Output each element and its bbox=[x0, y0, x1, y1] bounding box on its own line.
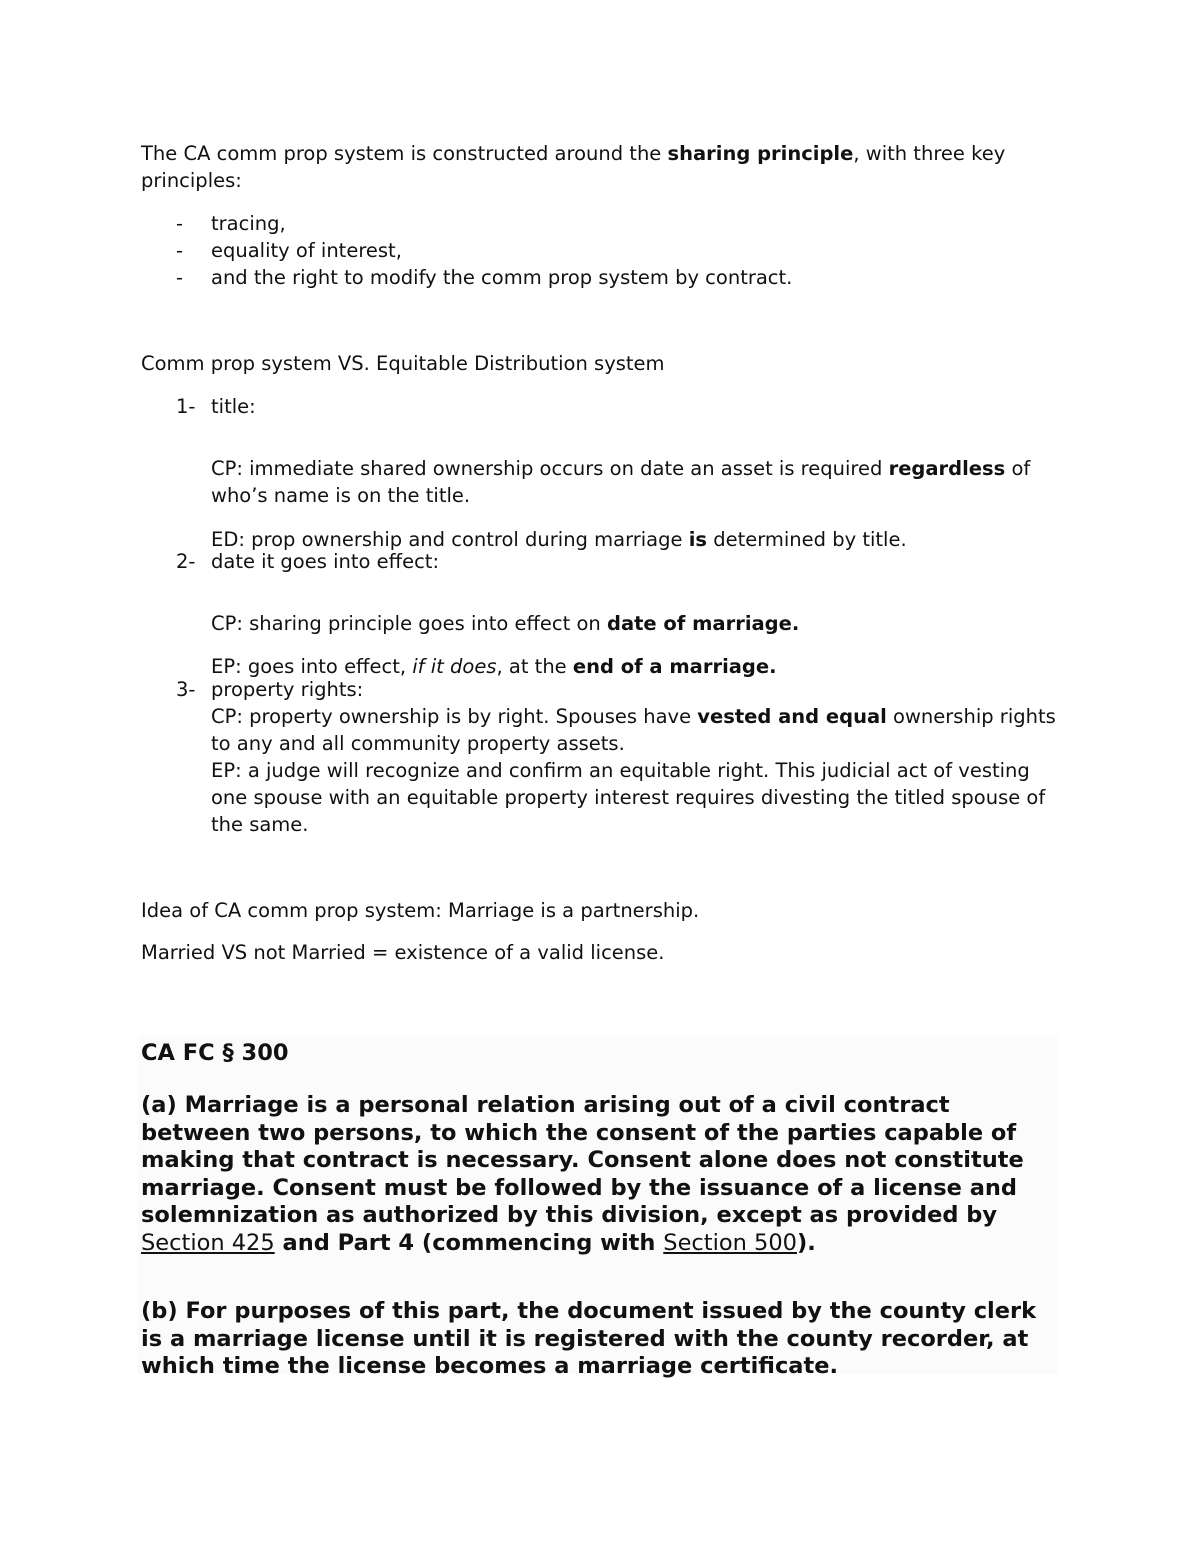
item-number: 1- bbox=[176, 395, 196, 418]
item-heading: property rights: bbox=[211, 678, 364, 701]
subsection-a-mid: and Part 4 (commencing with bbox=[274, 1229, 664, 1256]
ep-text-mid: , at the bbox=[496, 654, 573, 678]
statute-title: CA FC § 300 bbox=[141, 1040, 289, 1066]
cp-text-end: ownership rights to any and all community property assets. bbox=[211, 705, 1056, 755]
item-3-body bbox=[211, 703, 1071, 838]
item-heading: date it goes into effect: bbox=[211, 550, 440, 573]
item-3-cp-paragraph bbox=[211, 703, 1071, 757]
list-item bbox=[176, 237, 792, 264]
list-item-text: tracing, bbox=[211, 212, 286, 235]
subsection-a-end: ). bbox=[796, 1229, 816, 1256]
item-1-cp-paragraph bbox=[211, 455, 1071, 509]
ep-text: EP: goes into effect, bbox=[211, 654, 413, 678]
ed-text-end: determined by title. bbox=[707, 527, 907, 551]
comparison-title: Comm prop system VS. Equitable Distribution system bbox=[141, 352, 665, 375]
intro-lead: The CA comm prop system is constructed around the bbox=[141, 142, 668, 165]
item-number: 2- bbox=[176, 550, 196, 573]
item-number: 3- bbox=[176, 678, 196, 701]
cp-bold: vested and equal bbox=[697, 705, 887, 728]
list-dash: - bbox=[176, 239, 184, 262]
cp-bold: regardless bbox=[888, 456, 1006, 480]
statute-block bbox=[138, 1036, 1058, 1379]
list-dash: - bbox=[176, 212, 184, 235]
ed-bold: is bbox=[688, 527, 707, 551]
idea-paragraph: Idea of CA comm prop system: Marriage is a partnership. bbox=[141, 899, 700, 922]
list-item-text: and the right to modify the comm prop system by contract. bbox=[211, 266, 793, 289]
list-dash: - bbox=[176, 266, 184, 289]
list-item bbox=[176, 264, 792, 291]
cp-text: CP: sharing principle goes into effect on bbox=[211, 611, 607, 635]
list-item bbox=[176, 210, 792, 237]
ep-bold: end of a marriage. bbox=[572, 654, 777, 678]
principles-list bbox=[176, 210, 792, 291]
section-425-link[interactable]: Section 425 bbox=[141, 1229, 275, 1256]
item-2-cp-paragraph bbox=[211, 610, 1071, 637]
list-item-text: equality of interest, bbox=[211, 239, 402, 262]
cp-text: CP: property ownership is by right. Spouses have bbox=[211, 705, 698, 728]
ep-italic: if it does bbox=[412, 654, 497, 678]
intro-tail: , with three key principles: bbox=[141, 142, 1006, 192]
cp-bold: date of marriage. bbox=[606, 611, 800, 635]
ed-text: ED: prop ownership and control during marriage bbox=[211, 527, 689, 551]
statute-subsection-b: (b) For purposes of this part, the document issued by the county clerk is a marriage license until it is registered with the county recorder, at which time the license becomes a marriage certificate. bbox=[141, 1298, 1037, 1379]
subsection-a-text: (a) Marriage is a personal relation arising out of a civil contract between two persons, to which the consent of the parties capable of making that contract is necessary. Consent alone does not constitute marriage. Consent must be followed by the issuance of a license and solemnization as authorized by this division, except as provided by bbox=[141, 1092, 1024, 1228]
item-3-ep-paragraph: EP: a judge will recognize and confirm an equitable right. This judicial act of vesting one spouse with an equitable property interest requires divesting the titled spouse of the same. bbox=[211, 759, 1046, 836]
married-paragraph: Married VS not Married = existence of a valid license. bbox=[141, 941, 665, 964]
cp-text-end: of who’s name is on the title. bbox=[211, 456, 1031, 507]
intro-bold-term: sharing principle bbox=[667, 142, 854, 165]
intro-paragraph bbox=[141, 140, 1071, 194]
statute-subsection-a bbox=[141, 1092, 1056, 1257]
cp-text: CP: immediate shared ownership occurs on date an asset is required bbox=[211, 456, 889, 480]
section-500-link[interactable]: Section 500 bbox=[663, 1229, 797, 1256]
item-heading: title: bbox=[211, 395, 256, 418]
